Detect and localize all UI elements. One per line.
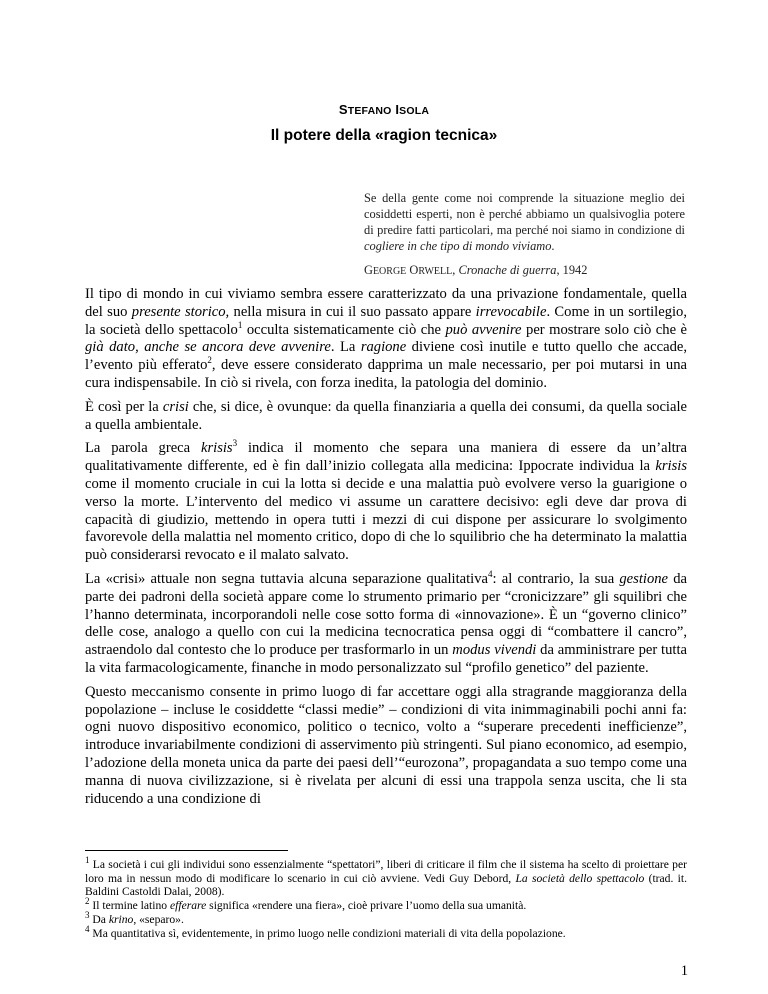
page-number: 1 [680,963,688,979]
footnote-ref: 4 [488,569,493,580]
footnotes [85,855,688,940]
footnote-ref: 3 [232,438,238,449]
article-title: Il potere della «ragion tecnica» [270,127,498,144]
paragraph: La «crisi» attuale non segna tuttavia alcuna separazione qualitativa$^4$: al contrario, la sua gestione da parte dei padroni della società appare come lo strumento primario per “cronicizzare” gli squilibri che l’hanno determinata, incorporandoli nelle cose sotto forma di «innovazione». È un “governo clinico” delle cose, analogo a quello con cui la medicina tecnocratica pensa oggi di “combattere il cancro”, astraendolo dal contesto che lo produce per trasformarlo in un modus vivendi da amministrare per tutta la vita farmacologicamente, finanche in modo personalizzato sul “profilo genetico” del paziente. [85,569,687,676]
footnote: $^1$ La società i cui gli individui sono essenzialmente “spettatori”, liberi di criticare il film che il sistema ha scelto di proiettare per loro ma in nessun modo di modificare lo scenario in cui ciò avviene. Vedi Guy Debord, La società dello spettacolo (trad. it. Baldini Castoldi Dalai, 2008). [85,855,688,899]
footnote-separator [85,850,288,851]
paragraph: È così per la crisi che, si dice, è ovunque: da quella finanziaria a quella dei consumi, da quella sociale a quella ambientale. [85,398,687,433]
paragraph: Il tipo di mondo in cui viviamo sembra essere caratterizzato da una privazione fondamentale, quella del suo presente storico, nella misura in cui il suo passato appare irrevocabile. Come in un sortilegio, la società dello spettacolo$^1$ occulta sistematicamente ciò che può avvenire per mostrare solo ciò che è già dato, anche se ancora deve avvenire. La ragione diviene così inutile e tutto quello che accade, l’evento più efferato$^2$, deve essere considerato dapprima un male necessario, per poi mutarsi in una cura indispensabile. In ciò si rivela, con forza inedita, la patologia del dominio. [85,286,688,391]
paragraph: Questo meccanismo consente in primo luogo di far accettare oggi alla stragrande maggioranza della popolazione – incluse le cosiddette “classi medie” – condizioni di vita inimmaginabili pochi anni fa: ogni nuovo dispositivo economico, politico o tecnico, volto a “superare precedenti inefficienze”, introduce invariabilmente condizioni di asservimento più stringenti. Sul piano economico, ad esempio, l’adozione della moneta unica da parte dei paesi dell’“eurozona”, propagandata a suo tempo come una manna di nuova civilizzazione, si è rivelata per alcuni di essi una trappola senza uscita, che li sta riducendo a una condizione di [85,683,687,807]
footnote: $^4$ Ma quantitativa sì, evidentemente, in primo luogo nelle condizioni materiali di vita della popolazione. [85,923,566,940]
epigraph [364,190,685,280]
footnote-ref: 2 [207,355,212,366]
article-body [85,286,687,814]
footnote-ref: 1 [237,319,243,330]
footnote: $^3$ Da krino, «separo». [85,909,184,926]
author-name: STEFANO ISOLA [338,102,430,117]
epigraph-quote: Se della gente come noi comprende la situazione meglio dei cosiddetti esperti, non è perché abbiamo un qualsivoglia potere di predire fatti particolari, ma perché noi siamo in condizione di cogliere in che tipo di mondo viviamo. [364,191,685,254]
footnote: $^2$ Il termine latino efferare significa «rendere una fiera», cioè privare l’uomo della sua umanità. [85,896,527,913]
epigraph-source: GEORGE ORWELL, Cronache di guerra, 1942 [364,263,588,278]
paragraph: La parola greca krisis$^3$ indica il momento che separa una maniera di essere da un’altra qualitativamente differente, ed è fin dall’inizio collegata alla medicina: Ippocrate individua la krisis come il momento cruciale in cui la lotta si decide e una malattia può evolvere verso la guarigione o verso la morte. L’intervento del medico vi assume un carattere decisivo: egli deve dar prova di capacità di giudizio, mettendo in opera tutti i mezzi di cui dispone per assicurare lo svolgimento favorevole della malattia nel momento critico, dopo di che lo squilibrio che ha determinato la malattia può considerarsi revocato e il malato salvato. [85,438,688,564]
